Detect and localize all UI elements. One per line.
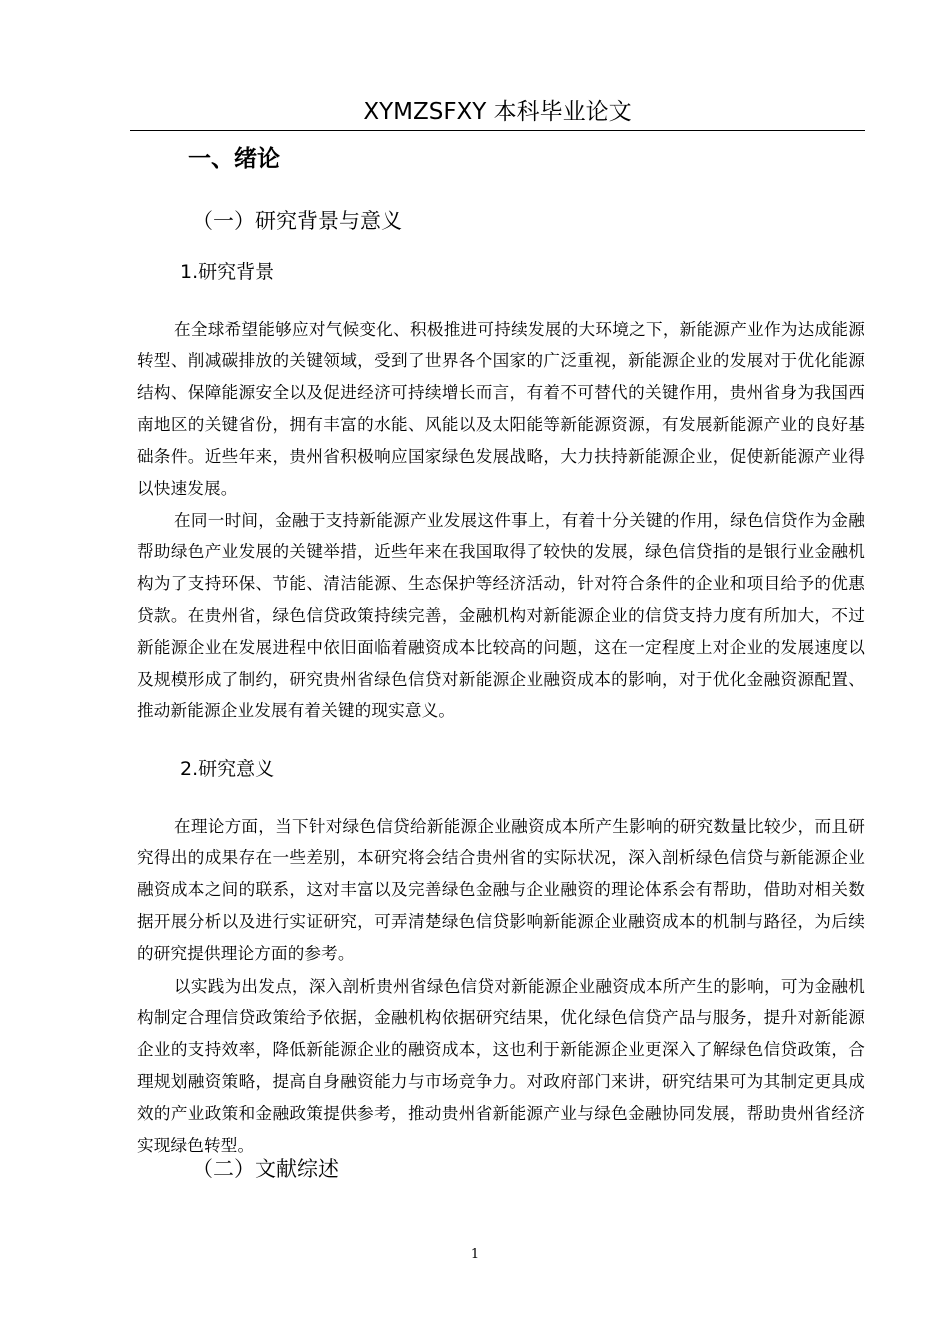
chapter-heading: 一、绪论	[188, 146, 280, 172]
paragraph-background-1: 在全球希望能够应对气候变化、积极推进可持续发展的大环境之下，新能源产业作为达成能源转型、削减碳排放的关键领域，受到了世界各个国家的广泛重视，新能源企业的发展对于优化能源结构、保障能源安全以及促进经济可持续增长而言，有着不可替代的关键作用，贵州省身为我国西南地区的关键省份，拥有丰富的水能、风能以及太阳能等新能源资源，有发展新能源产业的良好基础条件。近些年来，贵州省积极响应国家绿色发展战略，大力扶持新能源企业，促使新能源产业得以快速发展。	[137, 319, 865, 498]
section-heading-literature-review: （二）文献综述	[192, 1157, 339, 1181]
subsection-heading-significance: 2.研究意义	[180, 758, 275, 780]
paragraph-background-2: 在同一时间，金融于支持新能源产业发展这件事上，有着十分关键的作用，绿色信贷作为金融帮助绿色产业发展的关键举措，近些年来在我国取得了较快的发展，绿色信贷指的是银行业金融机构为了支持环保、节能、清洁能源、生态保护等经济活动，针对符合条件的企业和项目给予的优惠贷款。在贵州省，绿色信贷政策持续完善，金融机构对新能源企业的信贷支持力度有所加大，不过新能源企业在发展进程中依旧面临着融资成本比较高的问题，这在一定程度上对企业的发展速度以及规模形成了制约，研究贵州省绿色信贷对新能源企业融资成本的影响，对于优化金融资源配置、推动新能源企业发展有着关键的现实意义。	[137, 510, 865, 721]
paragraph-significance-2: 以实践为出发点，深入剖析贵州省绿色信贷对新能源企业融资成本所产生的影响，可为金融机构制定合理信贷政策给予依据，金融机构依据研究结果，优化绿色信贷产品与服务，提升对新能源企业的支持效率，降低新能源企业的融资成本，这也利于新能源企业更深入了解绿色信贷政策，合理规划融资策略，提高自身融资能力与市场竞争力。对政府部门来讲，研究结果可为其制定更具成效的产业政策和金融政策提供参考，推动贵州省新能源产业与绿色金融协同发展，帮助贵州省经济实现绿色转型。	[137, 976, 865, 1155]
section-heading-background: （一）研究背景与意义	[192, 209, 402, 233]
page-number: 1	[470, 1247, 480, 1262]
header-title: XYMZSFXY 本科毕业论文	[363, 99, 632, 125]
subsection-heading-background: 1.研究背景	[180, 261, 275, 283]
page-header	[130, 96, 865, 131]
paragraph-significance-1: 在理论方面，当下针对绿色信贷给新能源企业融资成本所产生影响的研究数量比较少，而且研究得出的成果存在一些差别，本研究将会结合贵州省的实际状况，深入剖析绿色信贷与新能源企业融资成本之间的联系，这对丰富以及完善绿色金融与企业融资的理论体系会有帮助，借助对相关数据开展分析以及进行实证研究，可弄清楚绿色信贷影响新能源企业融资成本的机制与路径，为后续的研究提供理论方面的参考。	[137, 816, 865, 963]
